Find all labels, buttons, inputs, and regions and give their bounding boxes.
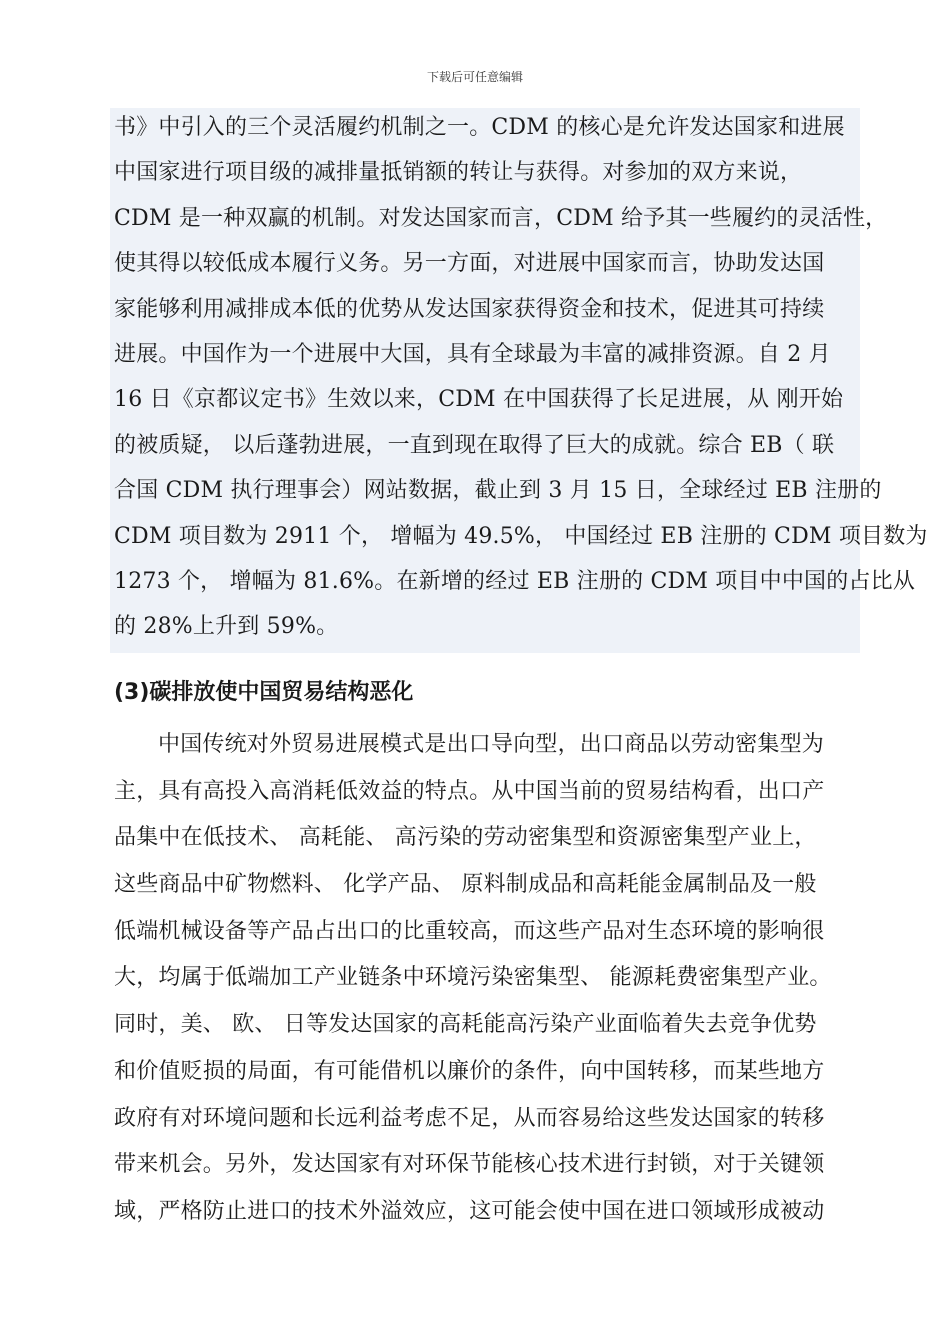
text-line: 16 日《京都议定书》生效以来，CDM 在中国获得了长足进展，从 刚开始 bbox=[114, 387, 844, 413]
text-line: 的被质疑， 以后蓬勃进展，一直到现在取得了巨大的成就。综合 EB（ 联 bbox=[114, 432, 835, 458]
text-line: 同时，美、 欧、 日等发达国家的高耗能高污染产业面临着失去竞争优势 bbox=[114, 1012, 817, 1038]
text-line: 中国传统对外贸易进展模式是出口导向型，出口商品以劳动密集型为 bbox=[158, 732, 825, 757]
text-line: 和价值贬损的局面，有可能借机以廉价的条件，向中国转移，而某些地方 bbox=[114, 1058, 825, 1084]
text-line: 政府有对环境问题和长远利益考虑不足，从而容易给这些发达国家的转移 bbox=[114, 1105, 825, 1131]
text-line: 主，具有高投入高消耗低效益的特点。从中国当前的贸易结构看，出口产 bbox=[114, 778, 825, 804]
section-heading: (3)碳排放使中国贸易结构恶化 bbox=[114, 680, 414, 705]
text-line: CDM 项目数为 2911 个， 增幅为 49.5%， 中国经过 EB 注册的 CDM 项目数为 bbox=[114, 523, 928, 549]
text-line: 品集中在低技术、 高耗能、 高污染的劳动密集型和资源密集型产业上， bbox=[114, 825, 817, 851]
text-line: 书》中引入的三个灵活履约机制之一。CDM 的核心是允许发达国家和进展 bbox=[114, 115, 845, 140]
text-line: 带来机会。另外，发达国家有对环保节能核心技术进行封锁，对于关键领 bbox=[114, 1152, 825, 1178]
paragraph-cdm bbox=[114, 105, 928, 650]
text-line: 1273 个， 增幅为 81.6%。在新增的经过 EB 注册的 CDM 项目中中国的占比从 bbox=[114, 568, 916, 594]
paragraph-trade-structure bbox=[114, 722, 874, 1236]
text-line: 低端机械设备等产品占出口的比重较高，而这些产品对生态环境的影响很 bbox=[114, 918, 825, 944]
text-line: 的 28%上升到 59%。 bbox=[114, 614, 339, 640]
text-line: 进展。中国作为一个进展中大国，具有全球最为丰富的减排资源。自 2 月 bbox=[114, 341, 831, 367]
text-line: CDM 是一种双赢的机制。对发达国家而言，CDM 给予其一些履约的灵活性， bbox=[114, 205, 888, 231]
text-line: 大，均属于低端加工产业链条中环境污染密集型、 能源耗费密集型产业。 bbox=[114, 965, 832, 991]
text-line: 家能够利用减排成本低的优势从发达国家获得资金和技术，促进其可持续 bbox=[114, 296, 825, 322]
text-line: 中国家进行项目级的减排量抵销额的转让与获得。对参加的双方来说， bbox=[114, 160, 803, 186]
text-line: 合国 CDM 执行理事会）网站数据，截止到 3 月 15 日，全球经过 EB 注册的 bbox=[114, 478, 882, 504]
text-line: 域，严格防止进口的技术外溢效应，这可能会使中国在进口领域形成被动 bbox=[114, 1198, 825, 1224]
text-line: 这些商品中矿物燃料、 化学产品、 原料制成品和高耗能金属制品及一般 bbox=[114, 872, 817, 898]
page-header: 下载后可任意编辑 bbox=[426, 70, 523, 84]
text-line: 使其得以较低成本履行义务。另一方面，对进展中国家而言，协助发达国 bbox=[114, 251, 825, 277]
